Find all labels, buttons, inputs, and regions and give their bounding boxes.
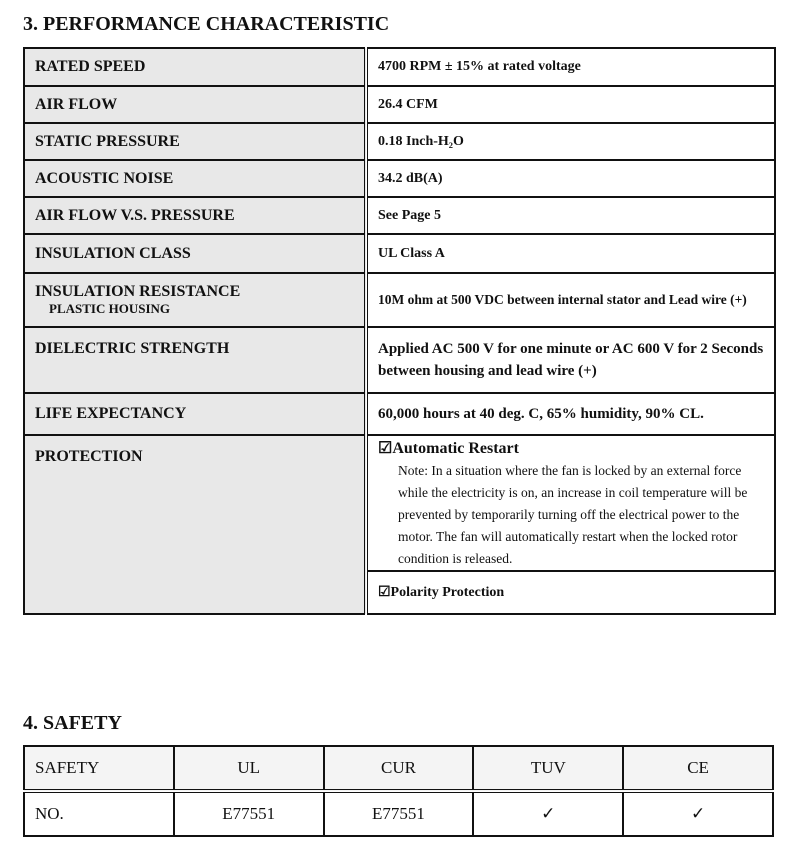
header-cell: SAFETY xyxy=(24,746,174,791)
header-cell: CE xyxy=(623,746,773,791)
row-label: AIR FLOW V.S. PRESSURE xyxy=(24,197,366,234)
table-header-row xyxy=(24,746,773,791)
check-icon: ✓ xyxy=(473,791,623,836)
row-value: 34.2 dB(A) xyxy=(366,160,775,197)
header-cell: UL xyxy=(174,746,324,791)
table-row xyxy=(24,234,775,273)
safety-table xyxy=(23,745,774,837)
cell: NO. xyxy=(24,791,174,836)
automatic-restart-cell xyxy=(366,435,775,571)
label-main: INSULATION RESISTANCE xyxy=(35,283,241,300)
table-row xyxy=(24,393,775,435)
row-label: INSULATION CLASS xyxy=(24,234,366,273)
cell: E77551 xyxy=(174,791,324,836)
section-3-title: 3. PERFORMANCE CHARACTERISTIC xyxy=(23,13,390,35)
row-label xyxy=(24,273,366,327)
row-label: AIR FLOW xyxy=(24,86,366,123)
table-row xyxy=(24,791,773,836)
cell: E77551 xyxy=(324,791,474,836)
automatic-restart-note: Note: In a situation where the fan is locked by an external force while the electricity is on, an increase in coil temperature will be prevented by temporarily turning off the electrical power to the motor. The fan will automatically restart when the locked rotor condition is released. xyxy=(398,463,748,566)
row-value: Applied AC 500 V for one minute or AC 600 V for 2 Seconds between housing and lead wire (+) xyxy=(366,327,775,393)
row-value: 0.18 Inch-H₂O xyxy=(366,123,775,160)
row-value: 10M ohm at 500 VDC between internal stator and Lead wire (+) xyxy=(366,273,775,327)
header-cell: CUR xyxy=(324,746,474,791)
performance-table xyxy=(23,47,776,615)
row-label: RATED SPEED xyxy=(24,48,366,86)
row-value: 4700 RPM ± 15% at rated voltage xyxy=(366,48,775,86)
row-value: See Page 5 xyxy=(366,197,775,234)
section-4-title: 4. SAFETY xyxy=(23,712,122,734)
row-label: STATIC PRESSURE xyxy=(24,123,366,160)
row-value: 26.4 CFM xyxy=(366,86,775,123)
table-row xyxy=(24,123,775,160)
table-row xyxy=(24,273,775,327)
label-sub: PLASTIC HOUSING xyxy=(49,301,170,316)
row-label: DIELECTRIC STRENGTH xyxy=(24,327,366,393)
check-icon: ✓ xyxy=(623,791,773,836)
table-row xyxy=(24,435,775,571)
row-value: UL Class A xyxy=(366,234,775,273)
polarity-protection-checkbox: ☑Polarity Protection xyxy=(366,571,775,614)
table-row xyxy=(24,327,775,393)
table-row xyxy=(24,86,775,123)
row-value: 60,000 hours at 40 deg. C, 65% humidity, 90% CL. xyxy=(366,393,775,435)
table-row xyxy=(24,160,775,197)
row-label: ACOUSTIC NOISE xyxy=(24,160,366,197)
table-row xyxy=(24,197,775,234)
header-cell: TUV xyxy=(473,746,623,791)
table-row xyxy=(24,48,775,86)
automatic-restart-checkbox: ☑Automatic Restart xyxy=(378,440,519,457)
row-label: PROTECTION xyxy=(24,435,366,614)
row-label: LIFE EXPECTANCY xyxy=(24,393,366,435)
